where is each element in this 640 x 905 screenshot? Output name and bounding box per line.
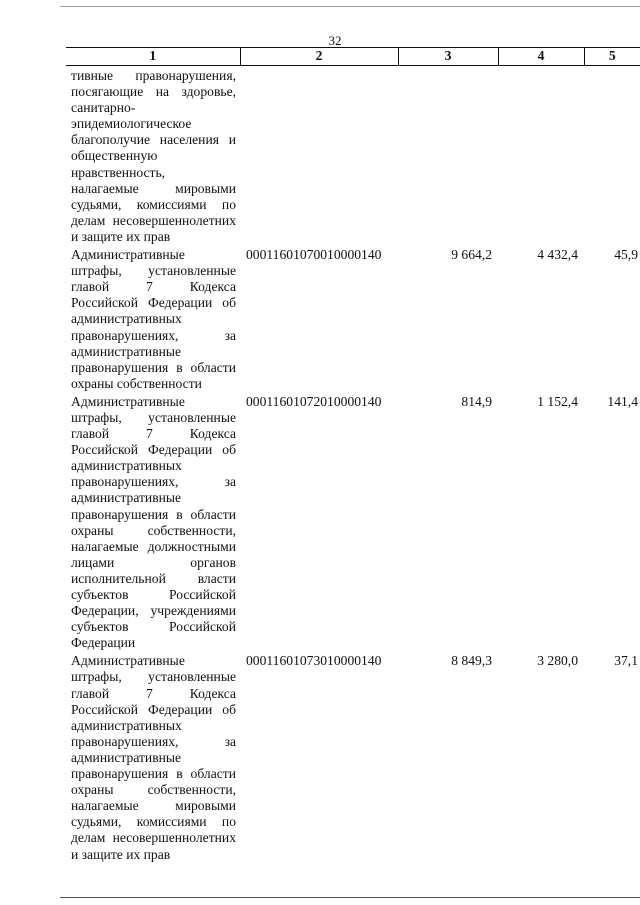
row-value-3: 9 664,2 [451,247,492,263]
column-header-2: 2 [240,48,398,66]
row-value-5: 141,4 [607,393,638,409]
top-rule [60,6,640,7]
row-value-3: 814,9 [461,393,492,409]
revenue-table [66,47,640,883]
row-code: 00011601070010000140 [246,247,382,263]
page-number: 32 [328,33,342,48]
row-value-4: 3 280,0 [537,653,578,669]
row-value-4: 4 432,4 [537,247,578,263]
column-header-3: 3 [398,48,498,66]
row-name: Административные штрафы, установленные главой 7 Кодекса Российской Федерации об административных правонарушениях, за административные правонарушения в области охраны собственности [71,247,236,391]
table-row [66,245,640,392]
row-value-4 [498,66,584,246]
row-name: Административные штрафы, установленные главой 7 Кодекса Российской Федерации об административных правонарушениях, за административные правонарушения в области охраны собственности, налагаемые мировыми судьями, комиссиями по делам несовершеннолетних и защите их прав [71,653,236,862]
column-header-5: 5 [584,48,640,66]
table-row [66,651,640,883]
column-header-1: 1 [66,48,240,66]
row-name: тивные правонарушения, посягающие на здоровье, санитарно-эпидемиологическое благополучие населения и общественную нравственность, налагаемые мировыми судьями, комиссиями по делам несовершеннолетних и защите их прав [71,68,236,244]
row-name: Административные штрафы, установленные главой 7 Кодекса Российской Федерации об административных правонарушениях, за административные правонарушения в области охраны собственности, налагаемые должностными лицами органов исполнительной власти субъектов Российской Федерации, учреждениями субъектов Российской Федерации [71,393,236,651]
table-header-row [66,48,640,66]
row-value-5 [584,66,640,246]
row-code: 00011601073010000140 [246,653,382,669]
table-row [66,392,640,652]
bottom-rule [60,897,640,898]
row-value-3 [398,66,498,246]
row-value-3: 8 849,3 [451,653,492,669]
row-code: 00011601072010000140 [246,393,382,409]
row-value-4: 1 152,4 [537,393,578,409]
table-row [66,66,640,246]
row-value-5: 37,1 [614,653,638,669]
column-header-4: 4 [498,48,584,66]
row-code [240,66,398,246]
row-value-5: 45,9 [614,247,638,263]
